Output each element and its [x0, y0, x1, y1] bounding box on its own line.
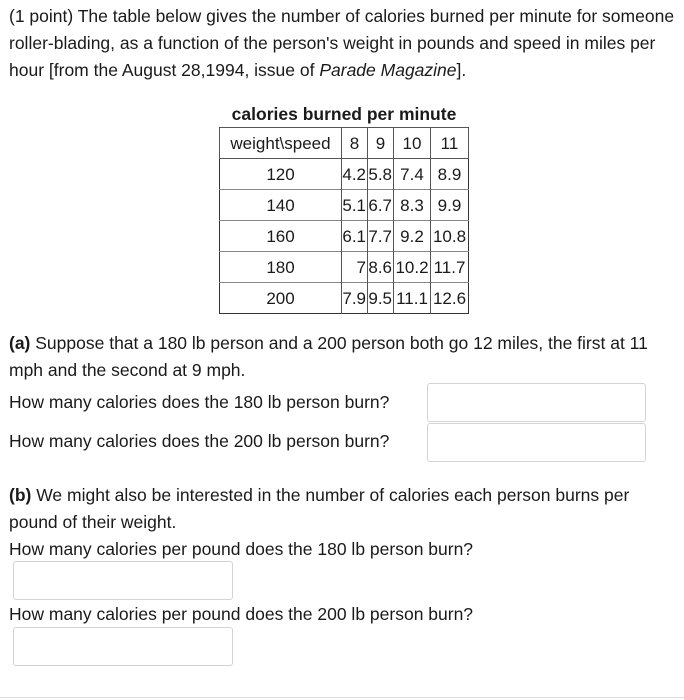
table-header-row — [220, 128, 469, 159]
part-b-answer-1-input[interactable] — [13, 561, 233, 600]
weight-cell: 180 — [220, 252, 342, 283]
table-row — [220, 221, 469, 252]
value-cell: 8.3 — [394, 190, 431, 221]
speed-header: 10 — [394, 128, 431, 159]
table-row — [220, 283, 469, 314]
value-cell: 7.4 — [394, 159, 431, 190]
part-a-text: Suppose that a 180 lb person and a 200 person both go 12 miles, the first at 11 mph and the second at 9 mph. — [9, 333, 648, 380]
value-cell: 7 — [342, 252, 368, 283]
part-a-answer-1-input[interactable] — [427, 383, 646, 422]
problem-intro — [9, 3, 680, 84]
table-row — [220, 159, 469, 190]
value-cell: 5.8 — [368, 159, 394, 190]
value-cell: 8.9 — [437, 164, 462, 184]
value-cell: 7.9 — [342, 283, 368, 314]
part-b-question-1: How many calories per pound does the 180 lb person burn? — [9, 539, 474, 559]
part-b-question-2: How many calories per pound does the 200 lb person burn? — [9, 604, 474, 624]
speed-header: 11 — [431, 128, 469, 159]
source-title: Parade Magazine — [319, 60, 457, 80]
page-bottom-divider — [0, 697, 684, 698]
part-b-text: We might also be interested in the number of calories each person burns per pound of their weight. — [9, 485, 630, 532]
speed-header: 8 — [342, 128, 368, 159]
value-cell: 10.8 — [432, 226, 467, 246]
table-row — [220, 252, 469, 283]
value-cell: 9.5 — [368, 283, 394, 314]
value-cell: 6.1 — [342, 221, 368, 252]
part-b-label: (b) — [9, 485, 32, 505]
value-cell: 9.9 — [437, 195, 462, 215]
weight-cell: 140 — [220, 190, 342, 221]
calories-table — [219, 127, 469, 314]
part-a-question-1: How many calories does the 180 lb person burn? — [9, 392, 390, 412]
intro-text: (1 point) The table below gives the number of calories burned per minute for someone roller-blading, as a function of the person's weight in pounds and speed in miles per hour [from the August 28,1994, issue of — [9, 6, 675, 80]
value-cell: 5.1 — [342, 190, 368, 221]
value-cell: 4.2 — [342, 159, 368, 190]
value-cell: 11.1 — [394, 283, 431, 314]
table-row — [220, 190, 469, 221]
part-b-answer-2-input[interactable] — [13, 627, 233, 666]
value-cell: 11.7 — [433, 257, 466, 277]
value-cell: 12.6 — [432, 288, 467, 308]
weight-cell: 120 — [220, 159, 342, 190]
part-a-answer-2-input[interactable] — [427, 423, 646, 462]
value-cell: 6.7 — [368, 190, 394, 221]
intro-suffix: ]. — [456, 60, 467, 80]
corner-header: weight\speed — [220, 128, 342, 159]
part-b-prompt — [9, 482, 680, 536]
value-cell: 7.7 — [368, 221, 394, 252]
part-a-label: (a) — [9, 333, 31, 353]
value-cell: 9.2 — [394, 221, 431, 252]
weight-cell: 200 — [220, 283, 342, 314]
value-cell: 8.6 — [368, 252, 394, 283]
weight-cell: 160 — [220, 221, 342, 252]
part-a-prompt — [9, 330, 680, 384]
calories-table-container — [219, 101, 469, 314]
table-caption: calories burned per minute — [231, 104, 457, 124]
value-cell: 10.2 — [394, 252, 431, 283]
speed-header: 9 — [368, 128, 394, 159]
part-a-question-2: How many calories does the 200 lb person burn? — [9, 431, 390, 451]
